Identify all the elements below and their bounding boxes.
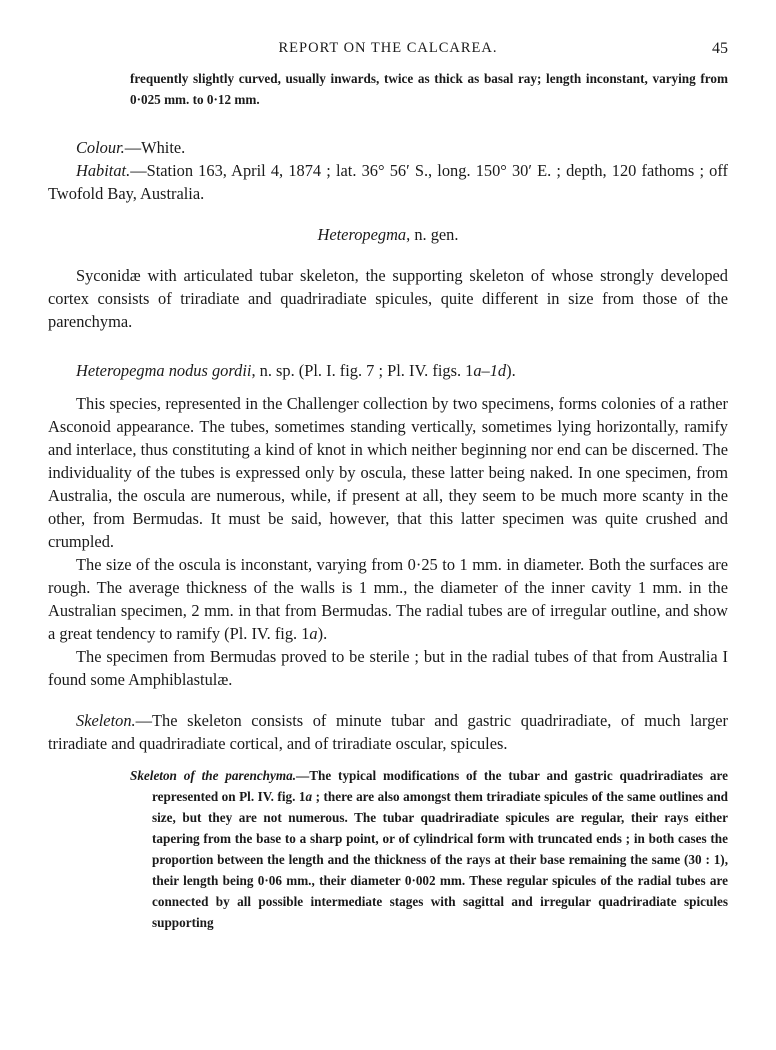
parenchyma-text-start: —The typical modifications of the tubar and gastric quadriradiates are represented on Pl. IV. fig. 1	[152, 768, 728, 804]
parenchyma-text-end: ; there are also amongst them triradiate spicules of the same outlines and size, but they are not numerous. The tubar quadriradiate spicules are regular, their rays either tapering from the base to a sharp point, or of cylindrical form with truncated ends ; in both cases the proportion between the length and the thickness of the rays at their base remaining the same (30 : 1), their length being 0·06 mm., their diameter 0·002 mm. These regular spicules of the radial tubes are connected by all possible intermediate stages with sagittal and irregular quadriradiate spicules supporting	[152, 789, 728, 930]
habitat-label: Habitat.	[76, 161, 131, 180]
description-paragraph-3: The specimen from Bermudas proved to be sterile ; but in the radial tubes of that from Australia I found some Amphiblastulæ.	[48, 647, 728, 689]
description-paragraph-1: This species, represented in the Challenger collection by two specimens, forms colonies of a rather Asconoid appearance. The tubes, sometimes standing vertically, sometimes lying horizontally, ramify and interlace, thus constituting a kind of knot in which neither beginning nor end can be discerned. The individuality of the tubes is expressed only by oscula, these latter being naked. In one specimen, from Australia, the oscula are numerous, while, if present at all, they seem to be much more scanty in the other, from Bermudas. It must be said, however, that this latter specimen was quite crushed and crumpled.	[48, 394, 728, 551]
page	[48, 40, 728, 933]
genus-suffix: , n. gen.	[406, 225, 459, 244]
continued-spicule-description	[130, 68, 728, 110]
species-ref-end: ).	[506, 361, 516, 380]
colour-label: Colour.	[76, 138, 125, 157]
description-paragraph-2	[48, 553, 728, 645]
genus-description: Syconidæ with articulated tubar skeleton, the supporting skeleton of whose strongly developed cortex consists of triradiate and quadriradiate spicules, quite different in size from those of the parenchyma.	[48, 266, 728, 331]
skeleton-label: Skeleton.	[76, 711, 136, 730]
running-title: REPORT ON THE CALCAREA.	[278, 40, 498, 56]
p2-start: The size of the oscula is inconstant, varying from 0·25 to 1 mm. in diameter. Both the surfaces are rough. The average thickness of the walls is 1 mm., the diameter of the inner cavity 1 mm. in the Australian specimen, 2 mm. in that from Bermudas. The radial tubes are of irregular outline, and show a great tendency to ramify (Pl. IV. fig. 1	[48, 555, 728, 643]
habitat-paragraph	[48, 159, 728, 205]
species-heading	[48, 359, 728, 382]
parenchyma-paragraph	[130, 765, 728, 933]
p2-end: ).	[317, 624, 328, 643]
page-number: 45	[712, 40, 728, 57]
skeleton-paragraph	[48, 709, 728, 755]
habitat-text: —Station 163, April 4, 1874 ; lat. 36° 56′ S., long. 150° 30′ E. ; depth, 120 fathoms ; off Twofold Bay, Australia.	[48, 161, 728, 203]
parenchyma-fig: a	[305, 789, 313, 804]
species-ref-start: , n. sp. (Pl. I. fig. 7 ; Pl. IV. figs. 1	[251, 361, 474, 380]
continued-paragraph: frequently slightly curved, usually inwards, twice as thick as basal ray; length inconstant, varying from 0·025 mm. to 0·12 mm.	[130, 71, 728, 107]
colour-line	[48, 136, 728, 159]
species-ref-fig: a–1d	[473, 361, 507, 380]
skeleton-text: —The skeleton consists of minute tubar and gastric quadriradiate, of much larger triradiate and quadriradiate cortical, and of triradiate oscular, spicules.	[48, 711, 728, 753]
running-header	[48, 40, 728, 68]
parenchyma-label: Skeleton of the parenchyma.	[130, 768, 297, 783]
genus-name: Heteropegma	[317, 225, 407, 244]
species-name: Heteropegma nodus gordii	[76, 361, 252, 380]
parenchyma-block	[130, 765, 728, 933]
p2-fig: a	[309, 624, 318, 643]
genus-heading	[48, 223, 728, 246]
colour-text: —White.	[124, 138, 186, 157]
